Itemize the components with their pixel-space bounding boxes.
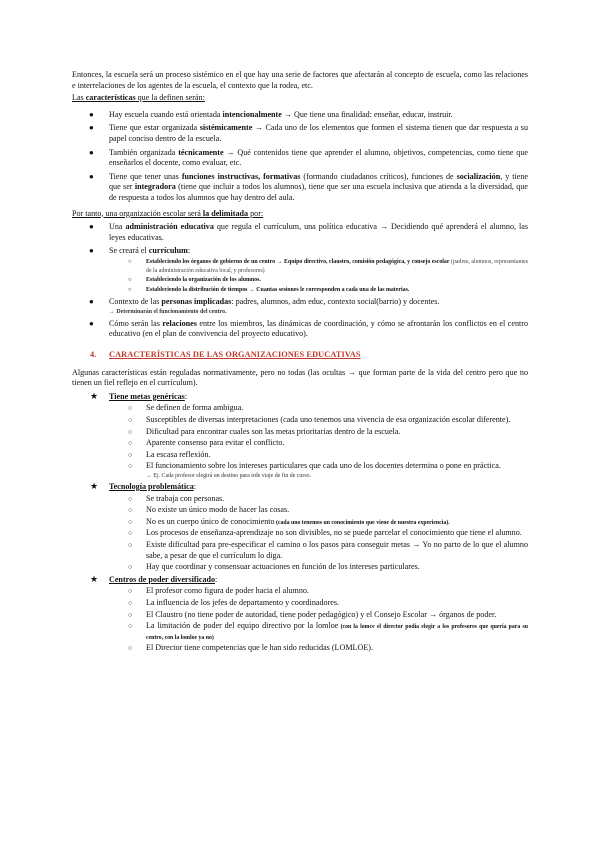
sub-list-item: ○ La influencia de los jefes de departamento y coordinadores.	[128, 597, 340, 607]
note-text: → Determinarán el funcionamiento del centro.	[109, 308, 227, 315]
curriculum-sublist	[109, 258, 528, 294]
delimited-heading: Por tanto, una organización escolar será la delimitada por:	[72, 208, 264, 218]
disc-bullet-icon: ●	[89, 222, 94, 232]
circle-bullet-icon: ○	[128, 427, 133, 436]
sub-list-item: ○ Estableciendo la organización de los alumnos.	[128, 277, 261, 284]
circle-bullet-icon: ○	[128, 644, 133, 653]
circle-bullet-icon: ○	[128, 529, 133, 538]
group-sublist	[109, 586, 528, 654]
sub-list-item: ○ El Claustro (no tiene poder de autoridad, tiene poder pedagógico) y el Consejo Escolar → órganos de poder.	[128, 609, 497, 619]
list-item: ● Se creará el currículum: ○ Estableciendo los órganos de gobierno de un centro → Equipo directivo, claustro, comisión pedagógica, y consejo escolar (padres, alumnos, representantes de la administración educativa local, y profesores) ○ Estableciendo la organización de los alumnos. ○ Estableciendo la distribución de tiempos → Cuantas sesiones le corresponden a cada una de las materias.	[89, 246, 528, 293]
group-item: ★ Tiene metas genéricas: ○ Se definen de forma ambigua. ○ Susceptibles de diversas interpretaciones (cada uno tenemos una vivencia de esa organización escolar diferente). ○ Dificultad para encontrar cuales son las metas prioritarias dentro de la escuela. ○ Aparente consenso para evitar el conflicto. ○ La escasa reflexión. ○ El funcionamiento sobre los intereses particulares que cada uno de los docentes determina o pone en práctica. → Ej. Cada profesor elegirá un destino para irde viaje de fin de curso.	[72, 392, 528, 480]
circle-bullet-icon: ○	[128, 598, 133, 607]
sub-list-item: ○ La escasa reflexión.	[128, 449, 211, 459]
circle-bullet-icon: ○	[128, 587, 133, 596]
circle-bullet-icon: ○	[128, 258, 132, 265]
sub-list-item: ○ El Director tiene competencias que le han sido reducidas (LOMLOE).	[128, 643, 373, 653]
circle-bullet-icon: ○	[128, 416, 133, 425]
section-4-intro: Algunas características están reguladas normativamente, pero no todas (las ocultas → que forman parte de la vida del centro pero que no tienen un fiel reflejo en el currículum).	[72, 367, 528, 388]
circle-bullet-icon: ○	[128, 439, 133, 448]
characteristics-heading: Las características que la definen serán:	[72, 93, 205, 103]
document-content	[72, 70, 528, 656]
circle-bullet-icon: ○	[128, 404, 133, 413]
group-item: ★ Centros de poder diversificado: ○ El profesor como figura de poder hacia el alumno. ○ La influencia de los jefes de departamento y coordinadores. ○ El Claustro (no tiene poder de autoridad, tiene poder pedagógico) y el Consejo Escolar → órganos de poder. ○ La limitación de poder del equipo directivo por la lomloe (con la lomce el director podía elegir a los profesores que quería para su centro, con la lomloe ya no) ○ El Director tiene competencias que le han sido reducidas (LOMLOE).	[90, 573, 528, 653]
disc-bullet-icon: ●	[89, 109, 94, 119]
group-sublist	[109, 403, 528, 480]
sub-list-item: ○ No existe un único modo de hacer las cosas.	[128, 505, 290, 515]
disc-bullet-icon: ●	[89, 297, 94, 307]
section-4-groups	[72, 392, 528, 654]
sub-list-item: ○ Se trabaja con personas.	[128, 493, 225, 503]
group-sublist	[109, 494, 528, 573]
intro-paragraph: Entonces, la escuela será un proceso sistémico en el que hay una serie de factores que afectarán al concepto de escuela, como las relaciones e interrelaciones de los agentes de la escuela, el contexto que la rodea, etc.	[72, 70, 528, 90]
circle-bullet-icon: ○	[128, 462, 133, 471]
circle-bullet-icon: ○	[128, 286, 132, 293]
sub-list-item: ○ Los procesos de enseñanza-aprendizaje no son divisibles, no se puede parcelar el conocimiento que tiene el alumno.	[128, 528, 522, 538]
list-item: ● También organizada técnicamente → Qué contenidos tiene que aprender el alumno, objetivos, competencias, como tiene que enseñarlos el docente, como evaluar, etc.	[89, 147, 528, 168]
star-bullet-icon: ★	[90, 573, 99, 584]
sub-list-item: ○ Aparente consenso para evitar el conflicto.	[128, 438, 285, 448]
disc-bullet-icon: ●	[89, 318, 94, 328]
circle-bullet-icon: ○	[128, 517, 133, 526]
list-item: ● Tiene que tener unas funciones instructivas, formativas (formando ciudadanos críticos), funciones de socialización, y tiene que ser integradora (tiene que incluir a todos los alumnos), tiene que ser una escuela inclusiva que atienda a la diversidad, que de respuesta a todos los alumnos que hay dentro del aula.	[89, 171, 529, 202]
delimited-list	[72, 222, 528, 340]
characteristics-list	[72, 110, 528, 204]
star-bullet-icon: ★	[90, 481, 99, 491]
list-item: ● Hay escuela cuando está orientada intencionalmente → Que tiene una finalidad: enseñar, educar, instruir.	[89, 109, 453, 119]
sub-list-item: ○ El funcionamiento sobre los intereses particulares que cada uno de los docentes determina o pone en práctica. → Ej. Cada profesor elegirá un destino para irde viaje de fin de curso.	[109, 461, 528, 480]
list-item: ● Una administración educativa que regula el currículum, una política educativa → Decidiendo qué aprenderá el alumno, las leyes educativas.	[89, 222, 528, 242]
sub-list-item: ○ Susceptibles de diversas interpretaciones (cada uno tenemos una vivencia de esa organización escolar diferente).	[128, 415, 511, 425]
sub-list-item: ○ Dificultad para encontrar cuales son las metas prioritarias dentro de la escuela.	[128, 426, 401, 436]
circle-bullet-icon: ○	[128, 494, 133, 503]
disc-bullet-icon: ●	[89, 171, 94, 181]
sub-list-item: ○ La limitación de poder del equipo directivo por la lomloe (con la lomce el director podía elegir a los profesores que quería para su centro, con la lomloe ya no)	[128, 621, 528, 641]
sub-list-item: ○ Se definen de forma ambigua.	[128, 403, 244, 413]
list-item: ● Cómo serán las relaciones entre los miembros, las dinámicas de coordinación, y cómo se afrontarán los conflictos en el centro educativo (en el plan de convivencia del proyecto educativo).	[89, 318, 528, 339]
section-4-heading: 4. CARACTERÍSTICAS DE LAS ORGANIZACIONES EDUCATIVAS	[90, 350, 361, 360]
circle-bullet-icon: ○	[128, 622, 133, 631]
sub-list-item: ○ Existe dificultad para pre-especificar el camino o los pasos para conseguir metas → Yo no parto de lo que el alumno sabe, a pesar de que el currículum lo diga.	[128, 539, 528, 560]
sub-list-item: ○ Hay que coordinar y consensuar actuaciones en función de los intereses particulares.	[128, 562, 420, 572]
sub-list-item: ○ El profesor como figura de poder hacia el alumno.	[128, 586, 309, 596]
list-item: ● Tiene que estar organizada sistémicamente → Cada uno de los elementos que formen el sistema tienen que dar respuesta a su papel conciso dentro de la escuela.	[89, 123, 528, 143]
circle-bullet-icon: ○	[128, 506, 133, 515]
circle-bullet-icon: ○	[128, 540, 133, 549]
disc-bullet-icon: ●	[89, 123, 94, 133]
sub-list-item: ○ Estableciendo la distribución de tiempos → Cuantas sesiones le corresponden a cada una de las materias.	[128, 286, 410, 293]
star-bullet-icon: ★	[90, 390, 99, 401]
circle-bullet-icon: ○	[128, 450, 133, 459]
circle-bullet-icon: ○	[128, 277, 132, 284]
disc-bullet-icon: ●	[89, 147, 94, 157]
sub-list-item: ○ Estableciendo los órganos de gobierno de un centro → Equipo directivo, claustro, comisión pedagógica, y consejo escolar (padres, alumnos, representantes de la administración educativa local, y profesores)	[128, 258, 528, 274]
note-text: → Ej. Cada profesor elegirá un destino para irde viaje de fin de curso.	[146, 473, 312, 479]
circle-bullet-icon: ○	[128, 610, 133, 619]
sub-list-item: ○ No es un cuerpo único de conocimiento (cada uno tenemos un conocimiento que viene de nuestra experiencia).	[128, 516, 450, 526]
circle-bullet-icon: ○	[128, 563, 133, 572]
disc-bullet-icon: ●	[89, 246, 94, 256]
group-item: ★ Tecnología problemática: ○ Se trabaja con personas. ○ No existe un único modo de hacer las cosas. ○ No es un cuerpo único de conocimiento (cada uno tenemos un conocimiento que viene de nuestra experiencia). ○ Los procesos de enseñanza-aprendizaje no son divisibles, no se puede parcelar el conocimiento que tiene el alumno. ○ Existe dificultad para pre-especificar el camino o los pasos para conseguir metas → Yo no parto de lo que el alumno sabe, a pesar de que el currículum lo diga. ○ Hay que coordinar y consensuar actuaciones en función de los intereses particulares.	[90, 481, 528, 572]
list-item: ● Contexto de las personas implicadas: padres, alumnos, adm educ, contexto social(barrio) y docentes. → Determinarán el funcionamiento del centro.	[72, 297, 528, 316]
